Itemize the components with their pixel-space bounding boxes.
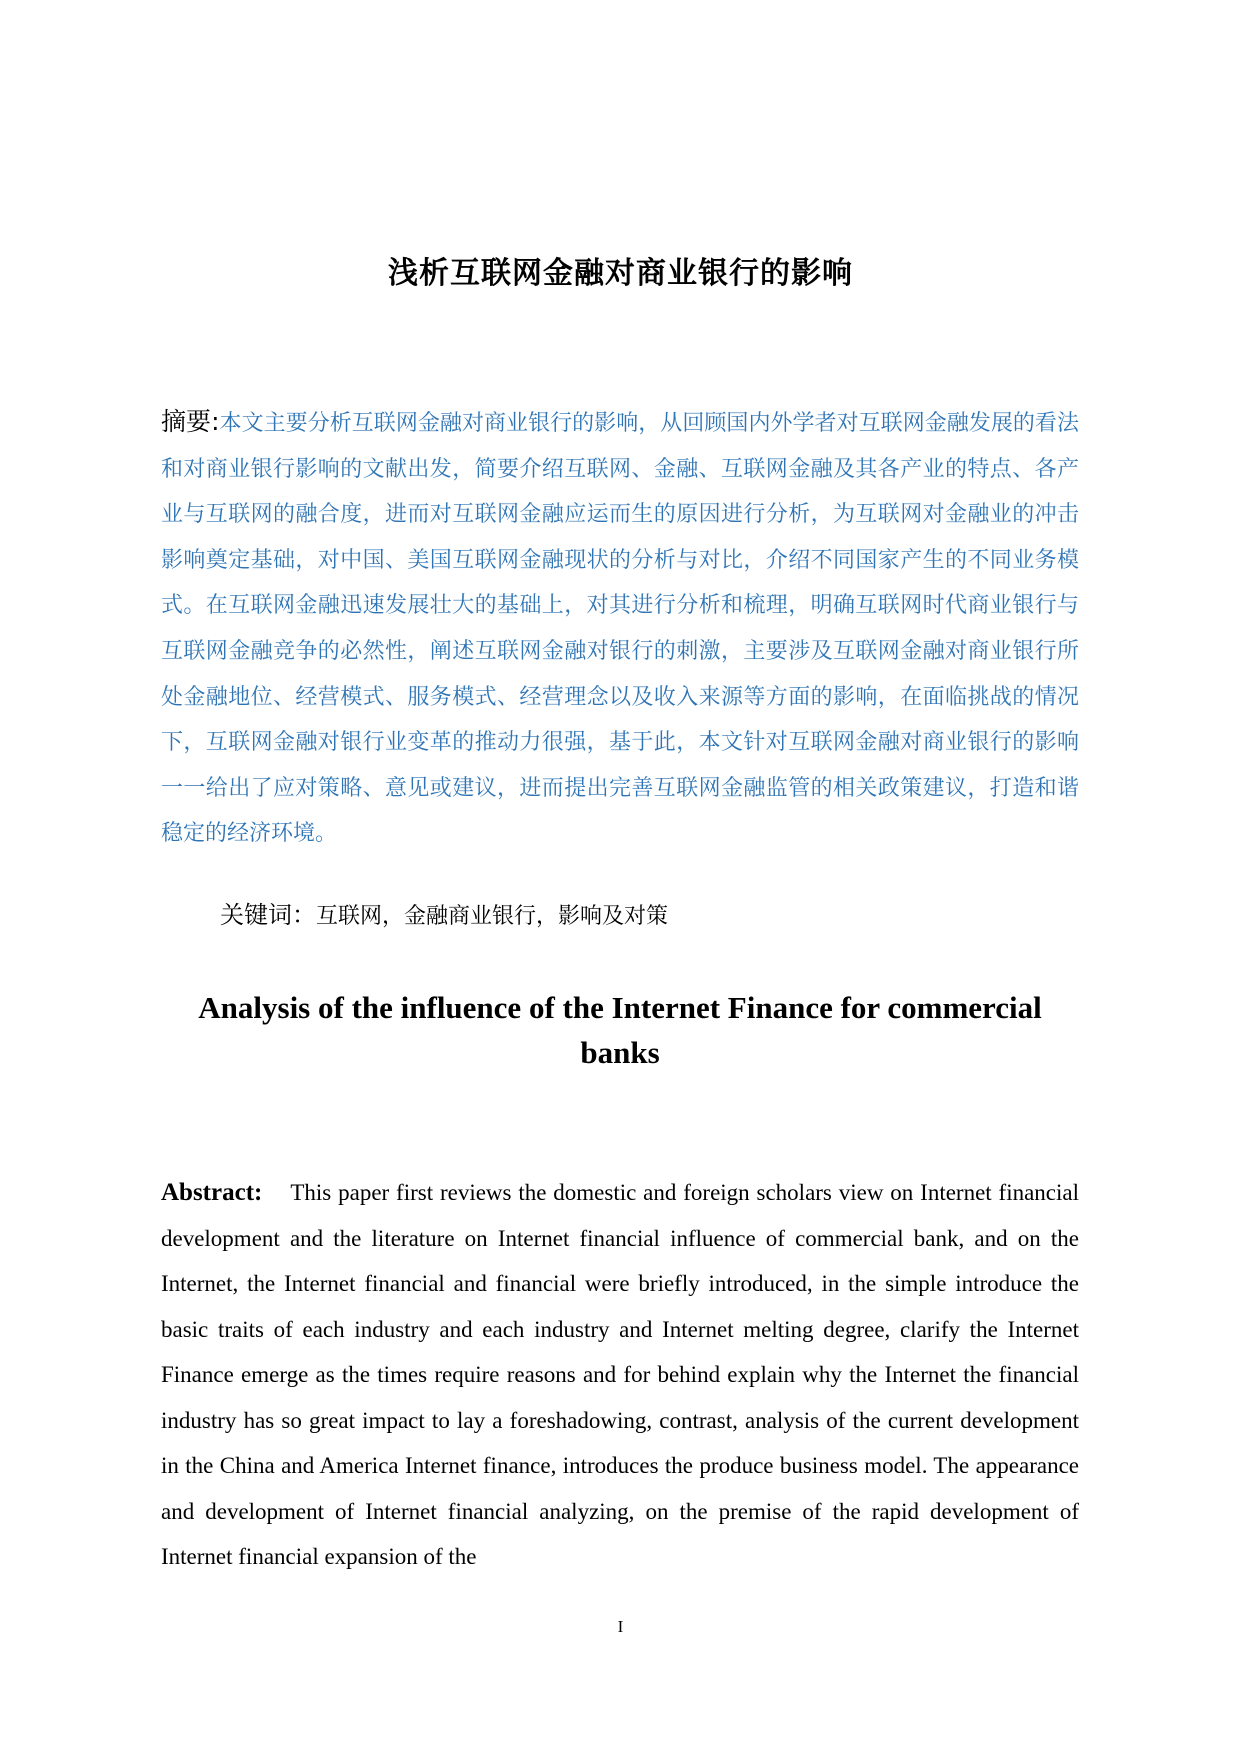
chinese-keywords	[220, 898, 1080, 934]
english-abstract	[161, 1170, 1079, 1580]
page-number: I	[617, 1617, 624, 1636]
english-abstract-label: Abstract:	[161, 1179, 263, 1206]
chinese-abstract	[161, 399, 1079, 857]
chinese-abstract-text: 本文主要分析互联网金融对商业银行的影响，从回顾国内外学者对互联网金融发展的看法和对商业银行影响的文献出发，简要介绍互联网、金融、互联网金融及其各产业的特点、各产业与互联网的融合度，进而对互联网金融应运而生的原因进行分析，为互联网对金融业的冲击影响奠定基础，对中国、美国互联网金融现状的分析与对比，介绍不同国家产生的不同业务模式。在互联网金融迅速发展壮大的基础上，对其进行分析和梳理，明确互联网时代商业银行与互联网金融竞争的必然性，阐述互联网金融对银行的刺激，主要涉及互联网金融对商业银行所处金融地位、经营模式、服务模式、经营理念以及收入来源等方面的影响，在面临挑战的情况下，互联网金融对银行业变革的推动力很强，基于此，本文针对互联网金融对商业银行的影响一一给出了应对策略、意见或建议，进而提出完善互联网金融监管的相关政策建议，打造和谐稳定的经济环境。	[161, 411, 1079, 847]
chinese-abstract-label: 摘要:	[161, 407, 220, 436]
english-abstract-text: This paper first reviews the domestic and foreign scholars view on Internet financial development and the literature on Internet financial influence of commercial bank, and on the Internet, the Internet financial and financial were briefly introduced, in the simple introduce the basic traits of each industry and each industry and Internet melting degree, clarify the Internet Finance emerge as the times require reasons and for behind explain why the Internet the financial industry has so great impact to lay a foreshadowing, contrast, analysis of the current development in the China and America Internet finance, introduces the produce business model. The appearance and development of Internet financial analyzing, on the premise of the rapid development of Internet financial expansion of the	[161, 1180, 1079, 1569]
chinese-title: 浅析互联网金融对商业银行的影响	[388, 256, 853, 291]
english-title: Analysis of the influence of the Internet Finance for commercial banks	[198, 990, 1042, 1070]
chinese-keywords-label: 关键词：	[220, 901, 316, 929]
chinese-keywords-text: 互联网，金融商业银行，影响及对策	[316, 904, 669, 929]
